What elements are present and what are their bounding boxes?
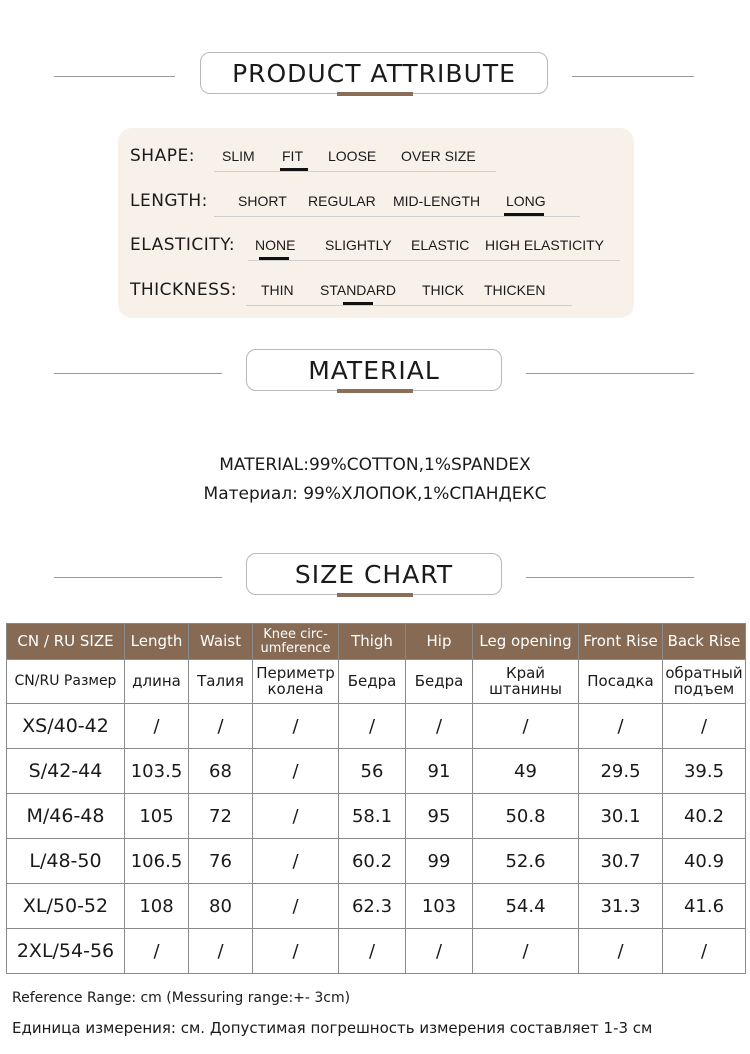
attribute-label: SHAPE: [130,146,195,166]
table-cell: / [473,704,579,749]
table-cell: 99 [406,839,473,884]
table-cell: 56 [339,749,406,794]
table-header-row [7,624,746,660]
size-chart-table [6,623,746,974]
table-cell: Периметр колена [253,660,339,704]
attribute-option: LOOSE [328,148,377,164]
attribute-option: SHORT [238,193,287,209]
table-cell: / [253,749,339,794]
table-cell: 103 [406,884,473,929]
table-cell: Талия [189,660,253,704]
attribute-row-elasticity [118,229,634,259]
attribute-option: THICKEN [484,282,546,298]
table-cell: 40.9 [663,839,746,884]
table-cell: 40.2 [663,794,746,839]
size-label-cell: XL/50-52 [7,884,125,929]
size-chart-header [0,553,750,601]
table-cell: Back Rise [663,624,746,660]
title-underline [337,92,413,96]
selected-marker [280,168,308,171]
table-cell: 58.1 [339,794,406,839]
divider-right [572,76,694,77]
size-label-cell: CN/RU Размер [7,660,125,704]
size-label-cell: M/46-48 [7,794,125,839]
table-cell: / [253,839,339,884]
table-cell: 80 [189,884,253,929]
table-cell: 72 [189,794,253,839]
divider-left [54,577,222,578]
title-underline [337,593,413,597]
attribute-option-selected: STANDARD [320,282,396,298]
table-cell: Hip [406,624,473,660]
attribute-panel [118,128,634,318]
table-cell: / [125,704,189,749]
table-cell: 105 [125,794,189,839]
table-cell: Посадка [579,660,663,704]
attribute-option: OVER SIZE [401,148,476,164]
attribute-option: MID-LENGTH [393,193,481,209]
table-row [7,749,746,794]
table-row [7,839,746,884]
table-cell: 95 [406,794,473,839]
size-label-cell: CN / RU SIZE [7,624,125,660]
divider-right [526,373,694,374]
attribute-option: REGULAR [308,193,376,209]
table-cell: длина [125,660,189,704]
section-title: SIZE CHART [246,553,502,595]
table-cell: 30.1 [579,794,663,839]
divider-right [526,577,694,578]
table-cell: 41.6 [663,884,746,929]
table-cell: / [253,794,339,839]
table-cell: / [189,704,253,749]
attribute-row-shape [118,140,634,170]
table-cell: / [663,704,746,749]
table-cell: / [189,929,253,974]
table-cell: 103.5 [125,749,189,794]
table-cell: Leg opening [473,624,579,660]
attribute-label: THICKNESS: [130,280,237,300]
attribute-option: SLIM [222,148,255,164]
table-row [7,929,746,974]
product-attribute-header [0,52,750,100]
table-row [7,794,746,839]
table-cell: / [339,929,406,974]
table-cell: обратный подъем [663,660,746,704]
option-baseline [214,216,580,217]
table-cell: 106.5 [125,839,189,884]
table-cell: / [406,704,473,749]
option-baseline [246,305,572,306]
material-line-ru: Материал: 99%ХЛОПОК,1%СПАНДЕКС [203,484,547,504]
table-cell: 49 [473,749,579,794]
table-cell: Length [125,624,189,660]
title-underline [337,389,413,393]
table-cell: Front Rise [579,624,663,660]
table-cell: / [579,704,663,749]
table-cell: Край штанины [473,660,579,704]
table-cell: Knee circ- umference [253,624,339,660]
table-cell: / [125,929,189,974]
table-cell: / [579,929,663,974]
attribute-option: HIGH ELASTICITY [485,237,605,253]
table-cell: 108 [125,884,189,929]
attribute-option-selected: LONG [506,193,546,209]
size-label-cell: S/42-44 [7,749,125,794]
attribute-option: SLIGHTLY [325,237,392,253]
attribute-row-length [118,185,634,215]
material-header [0,349,750,397]
table-row [7,704,746,749]
material-line-en: MATERIAL:99%COTTON,1%SPANDEX [219,455,531,475]
option-baseline [214,171,496,172]
table-cell: 60.2 [339,839,406,884]
section-title: MATERIAL [246,349,502,391]
attribute-option: THIN [261,282,294,298]
section-title: PRODUCT ATTRIBUTE [200,52,548,94]
reference-note-en: Reference Range: cm (Messuring range:+- 3cm) [12,990,351,1006]
table-cell: 52.6 [473,839,579,884]
table-cell: / [663,929,746,974]
divider-left [54,373,222,374]
table-cell: 30.7 [579,839,663,884]
attribute-option-selected: FIT [282,148,303,164]
table-cell: 39.5 [663,749,746,794]
table-cell: / [339,704,406,749]
table-cell: / [473,929,579,974]
divider-left [54,76,175,77]
attribute-label: LENGTH: [130,191,208,211]
attribute-label: ELASTICITY: [130,235,236,255]
attribute-option: THICK [422,282,464,298]
table-cell: 91 [406,749,473,794]
table-row [7,884,746,929]
table-cell: 68 [189,749,253,794]
table-cell: / [253,884,339,929]
table-cell: Бедра [339,660,406,704]
table-cell: 76 [189,839,253,884]
table-subheader-row [7,660,746,704]
table-cell: 54.4 [473,884,579,929]
table-cell: Waist [189,624,253,660]
table-cell: Thigh [339,624,406,660]
table-cell: / [406,929,473,974]
attribute-option-selected: NONE [255,237,296,253]
size-label-cell: L/48-50 [7,839,125,884]
selected-marker [343,302,373,305]
selected-marker [259,257,289,260]
table-cell: / [253,704,339,749]
table-cell: 29.5 [579,749,663,794]
table-cell: Бедра [406,660,473,704]
table-cell: / [253,929,339,974]
attribute-row-thickness [118,274,634,304]
table-cell: 50.8 [473,794,579,839]
selected-marker [504,213,544,216]
table-cell: 31.3 [579,884,663,929]
size-label-cell: XS/40-42 [7,704,125,749]
option-baseline [248,260,620,261]
size-label-cell: 2XL/54-56 [7,929,125,974]
attribute-option: ELASTIC [411,237,470,253]
reference-note-ru: Единица измерения: см. Допустимая погрешность измерения составляет 1-3 см [12,1019,653,1037]
table-cell: 62.3 [339,884,406,929]
